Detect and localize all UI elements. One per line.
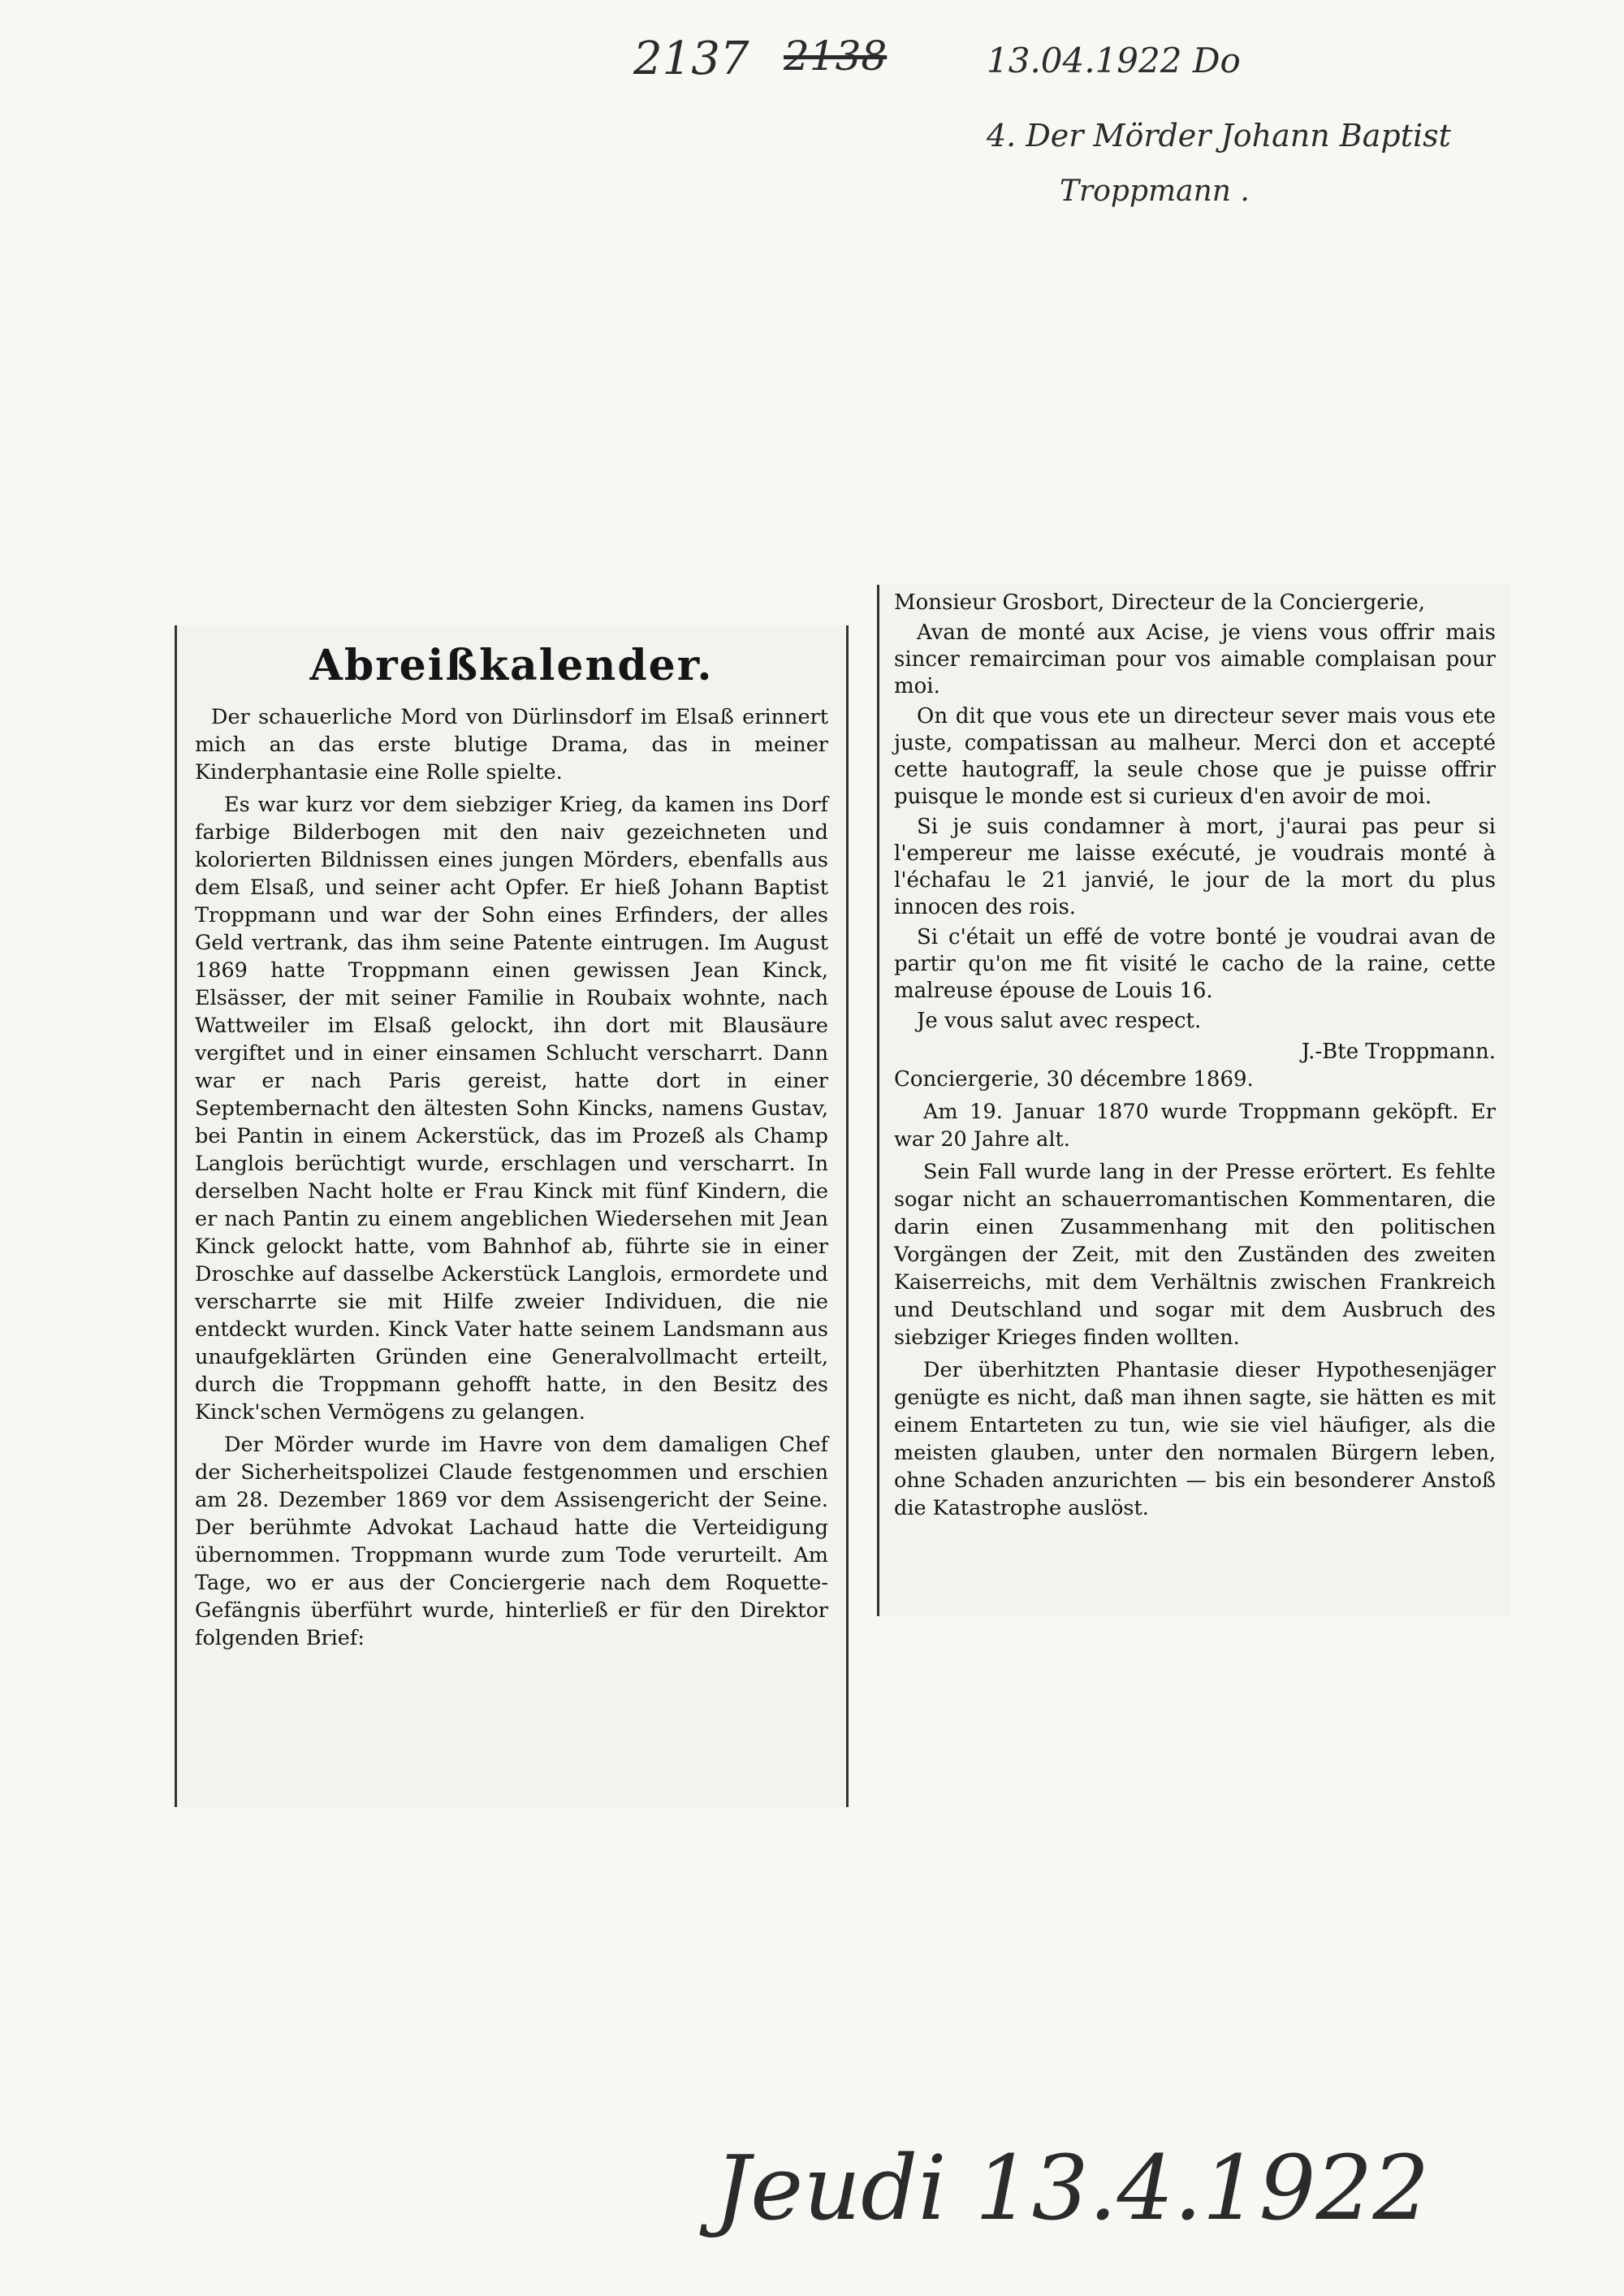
article-title: Abreißkalender. (309, 641, 714, 690)
handwritten-number-2: 2138 (784, 32, 888, 80)
letter-paragraph: On dit que vous ete un directeur sever mais vous ete juste, compatissan au malheur. Merci don et accepté cette hautograff, la seule chose que je puisse offrir puisque le monde est si curieux d'en avoir de moi. (894, 704, 1496, 809)
article-paragraph: Der überhitzten Phantasie dieser Hypothesenjäger genügte es nicht, daß man ihnen sagte, sie hätten es mit einem Entarteten zu tun, wie sie viel häufiger, als die meisten glauben, unter den normalen Bürgern leben, ohne Schaden anzurichten — bis ein besonderer Anstoß die Katastrophe auslöst. (894, 1358, 1496, 1520)
letter-paragraph: Si je suis condamner à mort, j'aurai pas peur si l'empereur me laisse exécuté, je voudrais monté à l'échafau le 21 janvié, le jour de la mort du plus innocen des rois. (894, 815, 1496, 919)
article-paragraph: Es war kurz vor dem siebziger Krieg, da kamen ins Dorf farbige Bilderbogen mit den naiv gezeichneten und kolorierten Bildnissen eines jungen Mörders, ebenfalls aus dem Elsaß, und seiner acht Opfer. Er hieß Johann Baptist Troppmann und war der Sohn eines Erfinders, der alles Geld vertrank, das ihm seine Patente eintrugen. Im August 1869 hatte Troppmann einen gewissen Jean Kinck, Elsässer, der mit seiner Familie in Roubaix wohnte, nach Wattweiler im Elsaß gelockt, ihn dort mit Blausäure vergiftet und in einer einsamen Schlucht verscharrt. Dann war er nach Paris gereist, hatte dort in einer Septembernacht den ältesten Sohn Kincks, namens Gustav, bei Pantin in einem Ackerstück, das im Prozeß als Champ Langlois berüchtigt wurde, erschlagen und verscharrt. In derselben Nacht holte er Frau Kinck mit fünf Kindern, die er nach Pantin zu einem angeblichen Wiedersehen mit Jean Kinck gelockt hatte, vom Bahnhof ab, führte sie in einer Droschke auf dasselbe Ackerstück Langlois, ermordete und verscharrte sie mit Hilfe zweier Individuen, die nie entdeckt wurden. Kinck Vater hatte seinem Landsmann aus unaufgeklärten Gründen eine Generalvollmacht erteilt, durch die Troppmann gehofft hatte, in den Besitz des Kinck'schen Vermögens zu gelangen. (195, 793, 828, 1425)
newspaper-clipping-left-column (175, 625, 849, 1807)
handwritten-number-1: 2137 (633, 32, 749, 85)
letter-paragraph: Si c'était un effé de votre bonté je voudrai avan de partir qu'on me fit visité le cacho de la raine, cette malreuse épouse de Louis 16. (894, 925, 1496, 1003)
handwritten-note-line-2: Troppmann . (1060, 175, 1250, 208)
article-paragraph: Der schauerliche Mord von Dürlinsdorf im Elsaß erinnert mich an das erste blutige Drama, das in meiner Kinderphantasie eine Rolle spielte. (195, 705, 828, 785)
letter-salutation: Monsieur Grosbort, Directeur de la Conciergerie, (894, 590, 1425, 615)
article-paragraph: Am 19. Januar 1870 wurde Troppmann geköpft. Er war 20 Jahre alt. (894, 1100, 1496, 1152)
handwritten-footer-date: Jeudi 13.4.1922 (715, 2136, 1430, 2240)
handwritten-date-note: 13.04.1922 Do (987, 41, 1241, 80)
article-paragraph: Der Mörder wurde im Havre von dem damaligen Chef der Sicherheitspolizei Claude festgenommen und erschien am 28. Dezember 1869 vor dem Assisengericht der Seine. Der berühmte Advokat Lachaud hatte die Verteidigung übernommen. Troppmann wurde zum Tode verurteilt. Am Tage, wo er aus der Conciergerie nach dem Roquette-Gefängnis überführt wurde, hinterließ er für den Direktor folgenden Brief: (195, 1433, 828, 1650)
letter-closing: Je vous salut avec respect. (917, 1009, 1202, 1033)
letter-paragraph: Avan de monté aux Acise, je viens vous offrir mais sincer remairciman pour vos aimable complaisan pour moi. (894, 620, 1496, 698)
handwritten-note-line-1: 4. Der Mörder Johann Baptist (987, 118, 1451, 153)
article-paragraph: Sein Fall wurde lang in der Presse erörtert. Es fehlte sogar nicht an schauerromantischen Kommentaren, die darin einen Zusammenhang mit den politischen Vorgängen der Zeit, mit den Zuständen des zweiten Kaiserreichs, mit dem Verhältnis zwischen Frankreich und Deutschland und sogar mit dem Ausbruch des siebziger Krieges finden wollten. (894, 1160, 1496, 1350)
letter-place-date: Conciergerie, 30 décembre 1869. (894, 1067, 1254, 1092)
letter-signature: J.-Bte Troppmann. (1301, 1040, 1496, 1064)
newspaper-clipping-right-column (877, 585, 1510, 1616)
